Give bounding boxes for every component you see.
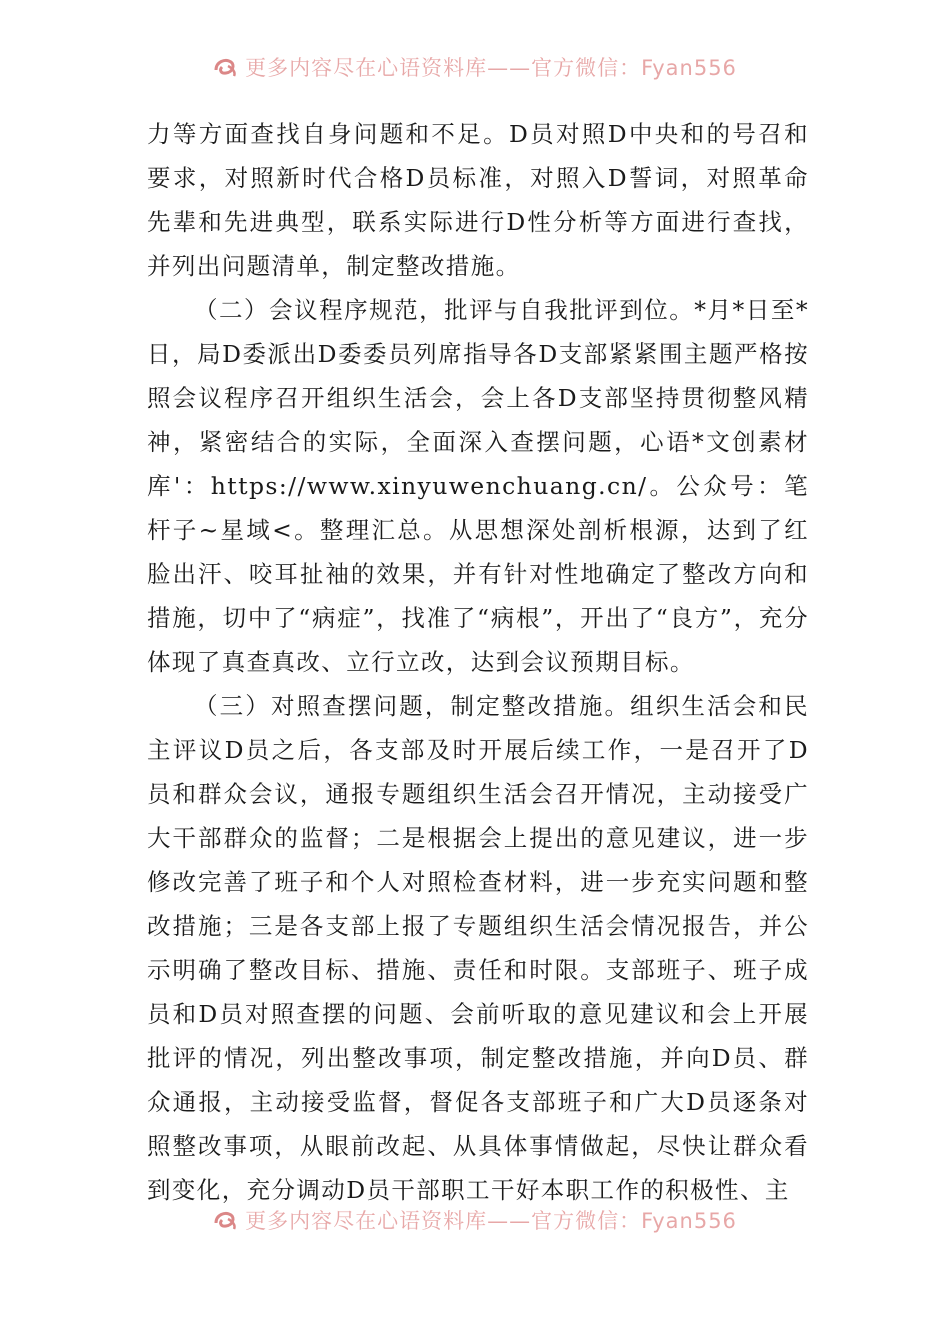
watermark-logo-icon [213, 1209, 239, 1236]
header-watermark [0, 52, 950, 83]
footer-watermark [0, 1205, 950, 1236]
paragraph-section-three: （三）对照查摆问题，制定整改措施。组织生活会和民主评议D员之后，各支部及时开展后续工作，一是召开了D员和群众会议，通报专题组织生活会召开情况，主动接受广大干部群众的监督；二是根据会上提出的意见建议，进一步修改完善了班子和个人对照检查材料，进一步充实问题和整改措施；三是各支部上报了专题组织生活会情况报告，并公示明确了整改目标、措施、责任和时限。支部班子、班子成员和D员对照查摆的问题、会前听取的意见建议和会上开展批评的情况，列出整改事项，制定整改措施，并向D员、群众通报，主动接受监督，督促各支部班子和广大D员逐条对照整改事项，从眼前改起、从具体事情做起，尽快让群众看到变化，充分调动D员干部职工干好本职工作的积极性、主 [147, 692, 809, 1204]
watermark-logo-icon [213, 56, 239, 83]
document-body [147, 112, 809, 1212]
header-watermark-text: 更多内容尽在心语资料库——官方微信：Fyan556 [245, 56, 737, 80]
paragraph-section-two: （二）会议程序规范，批评与自我批评到位。*月*日至*日，局D委派出D委委员列席指导各D支部紧紧围主题严格按照会议程序召开组织生活会，会上各D支部坚持贯彻整风精神，紧密结合的实际，全面深入查摆问题，心语*文创素材库'：https://www.xinyuwenchuang.cn/。公众号：笔杆子~星域<。整理汇总。从思想深处剖析根源，达到了红脸出汗、咬耳扯袖的效果，并有针对性地确定了整改方向和措施，切中了“病症”，找准了“病根”，开出了“良方”，充分体现了真查真改、立行立改，达到会议预期目标。 [147, 296, 809, 676]
paragraph-continuation: 力等方面查找自身问题和不足。D员对照D中央和的号召和要求，对照新时代合格D员标准，对照入D誓词，对照革命先辈和先进典型，联系实际进行D性分析等方面进行查找，并列出问题清单，制定整改措施。 [147, 120, 809, 280]
footer-watermark-text: 更多内容尽在心语资料库——官方微信：Fyan556 [245, 1209, 737, 1233]
